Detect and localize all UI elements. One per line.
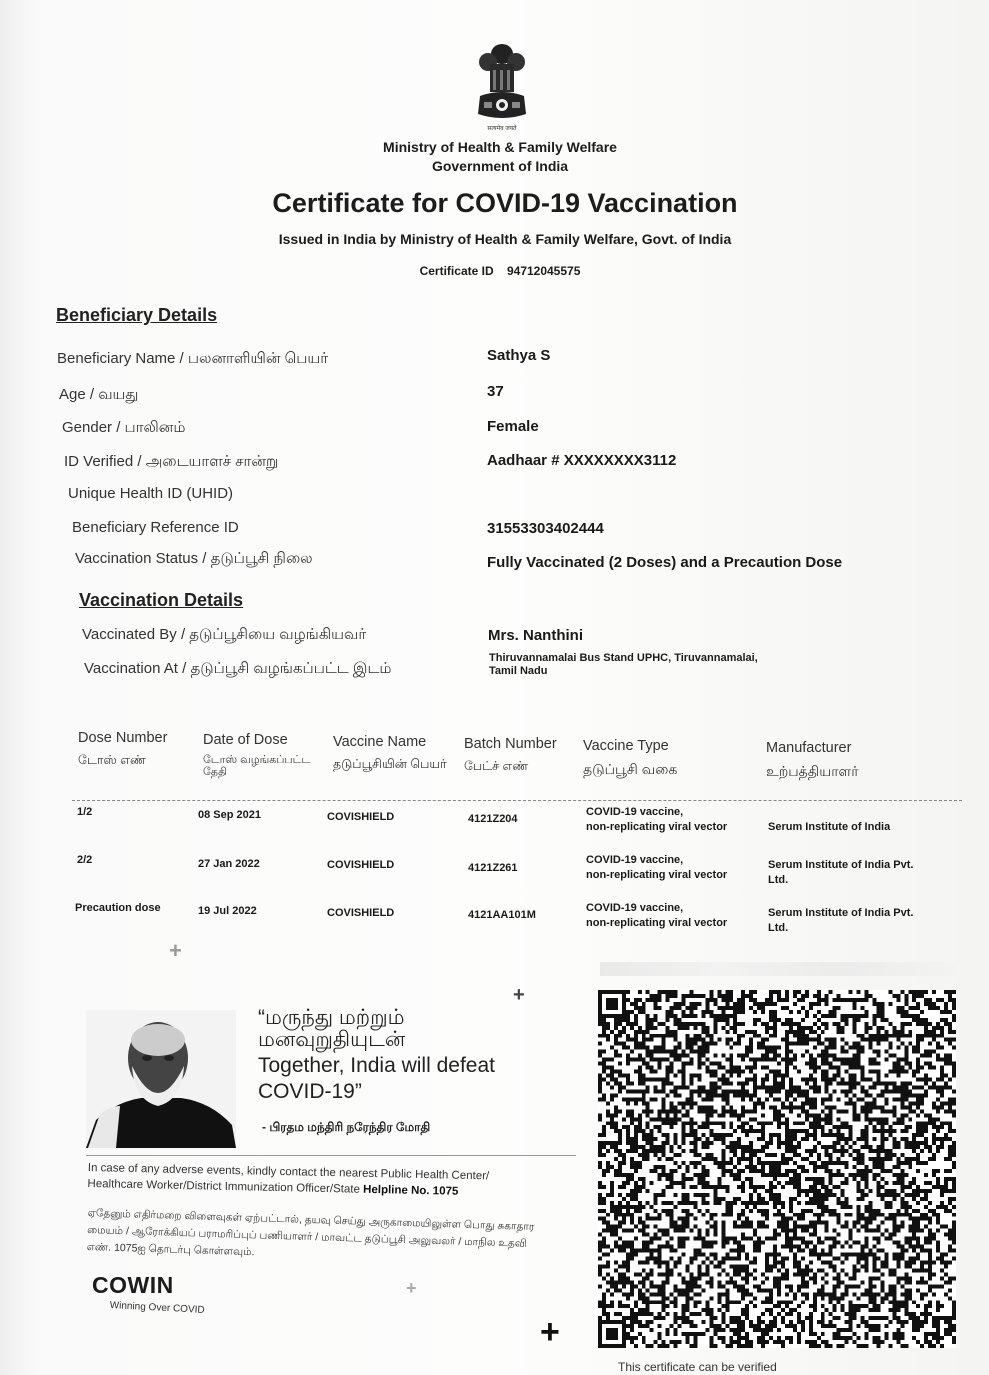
header-ta: தடுப்பூசியின் பெயர் <box>333 757 447 771</box>
qr-code-icon[interactable] <box>597 990 957 1348</box>
certificate-id-value: 94712045575 <box>506 264 581 278</box>
value-reference-id: 31553303402444 <box>487 520 604 537</box>
mfr-line-1: Serum Institute of India Pvt. <box>768 859 914 871</box>
cell-batch: 4121AA101M <box>468 909 536 921</box>
header-ta: உற்பத்தியாளர் <box>766 763 859 779</box>
quote-line-2: மனவுறுதியுடன் <box>258 1028 406 1051</box>
value-age: 37 <box>487 383 504 400</box>
cell-manufacturer <box>768 906 913 936</box>
header-ta: டோஸ் எண் <box>78 753 146 767</box>
cell-date: 08 Sep 2021 <box>198 809 261 821</box>
cell-dose: Precaution dose <box>75 902 161 914</box>
header-en: Date of Dose <box>203 732 288 748</box>
adverse-events-notice-tamil: ஏதேனும் எதிர்மறை விளைவுகள் ஏற்பட்டால், தயவு செய்து அருகாமையிலுள்ள பொது சுகாதார மையம் / ஆரோக்கியப் பராமரிப்புப் பணியாளர் / மாவட்ட தடுப்பூசி அலுவலர் / மாநில உதவி எண். 1075ஐ தொடர்பு கொள்ளவும். <box>86 1206 535 1259</box>
mfr-line-2: Ltd. <box>768 874 789 886</box>
cell-batch: 4121Z261 <box>468 862 518 874</box>
plus-mark-icon: + <box>406 1278 417 1298</box>
mfr-line-2: Ltd. <box>768 922 789 934</box>
value-vaccination-status: Fully Vaccinated (2 Doses) and a Precaution Dose <box>487 554 843 571</box>
pm-quote <box>258 1005 558 1105</box>
type-line-2: non-replicating viral vector <box>586 917 728 929</box>
prime-minister-photo <box>86 1010 236 1148</box>
certificate-id <box>300 264 700 278</box>
helpline-number: Helpline No. 1075 <box>362 1183 459 1198</box>
plus-mark-icon: + <box>169 938 182 963</box>
adverse-events-notice <box>87 1160 548 1202</box>
table-header-vaccine-name <box>333 734 447 770</box>
plus-mark-icon: + <box>540 1313 560 1351</box>
type-line-2: non-replicating viral vector <box>586 821 728 833</box>
header-ta: தடுப்பூசி வகை <box>583 761 678 777</box>
mfr-line-1: Serum Institute of India Pvt. <box>768 907 914 919</box>
page-title: Certificate for COVID-19 Vaccination <box>272 188 738 218</box>
cowin-logo: COWIN <box>92 1272 174 1298</box>
header-en: Batch Number <box>464 736 557 752</box>
mfr-line-1: Serum Institute of India <box>768 821 891 833</box>
ministry-line-2: Government of India <box>431 158 569 174</box>
quote-line-1: “மருந்து மற்றும் <box>258 1006 405 1029</box>
type-line-1: COVID-19 vaccine, <box>586 806 684 818</box>
plus-mark-icon: + <box>513 984 525 1006</box>
print-smudge <box>600 962 960 976</box>
beneficiary-heading: Beneficiary Details <box>56 305 218 325</box>
header-ta: டோஸ் வழங்கப்பட்ட தேதி <box>203 754 311 778</box>
ministry-name <box>300 138 700 176</box>
emblem-motto: सत्यमेव जयते <box>487 126 517 132</box>
cell-vaccine-name: COVISHIELD <box>327 859 395 871</box>
header-en: Vaccine Name <box>333 734 427 750</box>
quote-line-3: Together, India will defeat <box>258 1054 495 1077</box>
quote-line-4: COVID-19” <box>258 1080 362 1103</box>
ministry-line-1: Ministry of Health & Family Welfare <box>383 139 617 155</box>
value-id-verified: Aadhaar # XXXXXXXX3112 <box>487 452 677 469</box>
type-line-2: non-replicating viral vector <box>586 869 728 881</box>
cell-manufacturer <box>768 820 890 835</box>
verification-footer: This certificate can be verified <box>618 1360 777 1374</box>
label-vaccinated-by: Vaccinated By / தடுப்பூசியை வழங்கியவர் <box>82 626 367 643</box>
cell-dose: 1/2 <box>77 806 93 818</box>
table-header-batch <box>464 736 557 772</box>
table-header-date <box>203 732 328 778</box>
cell-vaccine-type <box>586 805 727 835</box>
header-en: Dose Number <box>78 730 168 746</box>
notice-text: In case of any adverse events, kindly contact the nearest Public Health Center/ Healthcare Worker/District Immunization Officer/State <box>87 1161 490 1196</box>
cell-batch: 4121Z204 <box>468 813 518 825</box>
label-uhid: Unique Health ID (UHID) <box>68 485 234 502</box>
national-emblem-icon <box>470 40 534 132</box>
certificate-id-label: Certificate ID <box>419 264 494 278</box>
value-vaccinated-by: Mrs. Nanthini <box>488 627 584 644</box>
value-vaccinated-at <box>489 652 758 678</box>
vaccinated-at-line-2: Tamil Nadu <box>489 665 548 677</box>
label-beneficiary-name: Beneficiary Name / பலனாளியின் பெயர் <box>57 350 329 367</box>
cell-date: 27 Jan 2022 <box>198 858 260 870</box>
vaccination-heading: Vaccination Details <box>79 590 244 610</box>
header-ta: பேட்ச் எண் <box>464 759 529 773</box>
table-header-manufacturer <box>766 740 859 777</box>
table-header-vaccine-type <box>583 738 677 775</box>
cell-vaccine-name: COVISHIELD <box>327 811 395 823</box>
header-en: Vaccine Type <box>583 738 669 754</box>
cell-dose: 2/2 <box>77 854 93 866</box>
label-vaccinated-at: Vaccination At / தடுப்பூசி வழங்கப்பட்ட இடம் <box>84 660 392 677</box>
cell-vaccine-type <box>586 901 727 931</box>
cell-date: 19 Jul 2022 <box>198 905 257 917</box>
cowin-tagline: Winning Over COVID <box>109 1300 205 1316</box>
table-header-dose-number <box>78 730 167 766</box>
cell-vaccine-name: COVISHIELD <box>327 907 395 919</box>
vaccinated-at-line-1: Thiruvannamalai Bus Stand UPHC, Tiruvannamalai, <box>489 652 758 664</box>
value-beneficiary-name: Sathya S <box>487 347 551 364</box>
cell-vaccine-type <box>586 853 727 883</box>
label-gender: Gender / பாலினம் <box>62 419 186 436</box>
label-reference-id: Beneficiary Reference ID <box>72 519 239 536</box>
section-divider <box>86 1155 576 1156</box>
type-line-1: COVID-19 vaccine, <box>586 854 684 866</box>
label-vaccination-status: Vaccination Status / தடுப்பூசி நிலை <box>75 550 313 567</box>
quote-attribution: - பிரதம மந்திரி நரேந்திர மோதி <box>262 1120 431 1134</box>
table-divider <box>72 800 962 801</box>
value-gender: Female <box>487 418 539 435</box>
label-id-verified: ID Verified / அடையாளச் சான்று <box>64 453 279 470</box>
page-subtitle: Issued in India by Ministry of Health & Family Welfare, Govt. of India <box>278 231 732 247</box>
header-en: Manufacturer <box>766 740 852 756</box>
type-line-1: COVID-19 vaccine, <box>586 902 684 914</box>
cell-manufacturer <box>768 858 913 888</box>
label-age: Age / வயது <box>59 386 139 403</box>
